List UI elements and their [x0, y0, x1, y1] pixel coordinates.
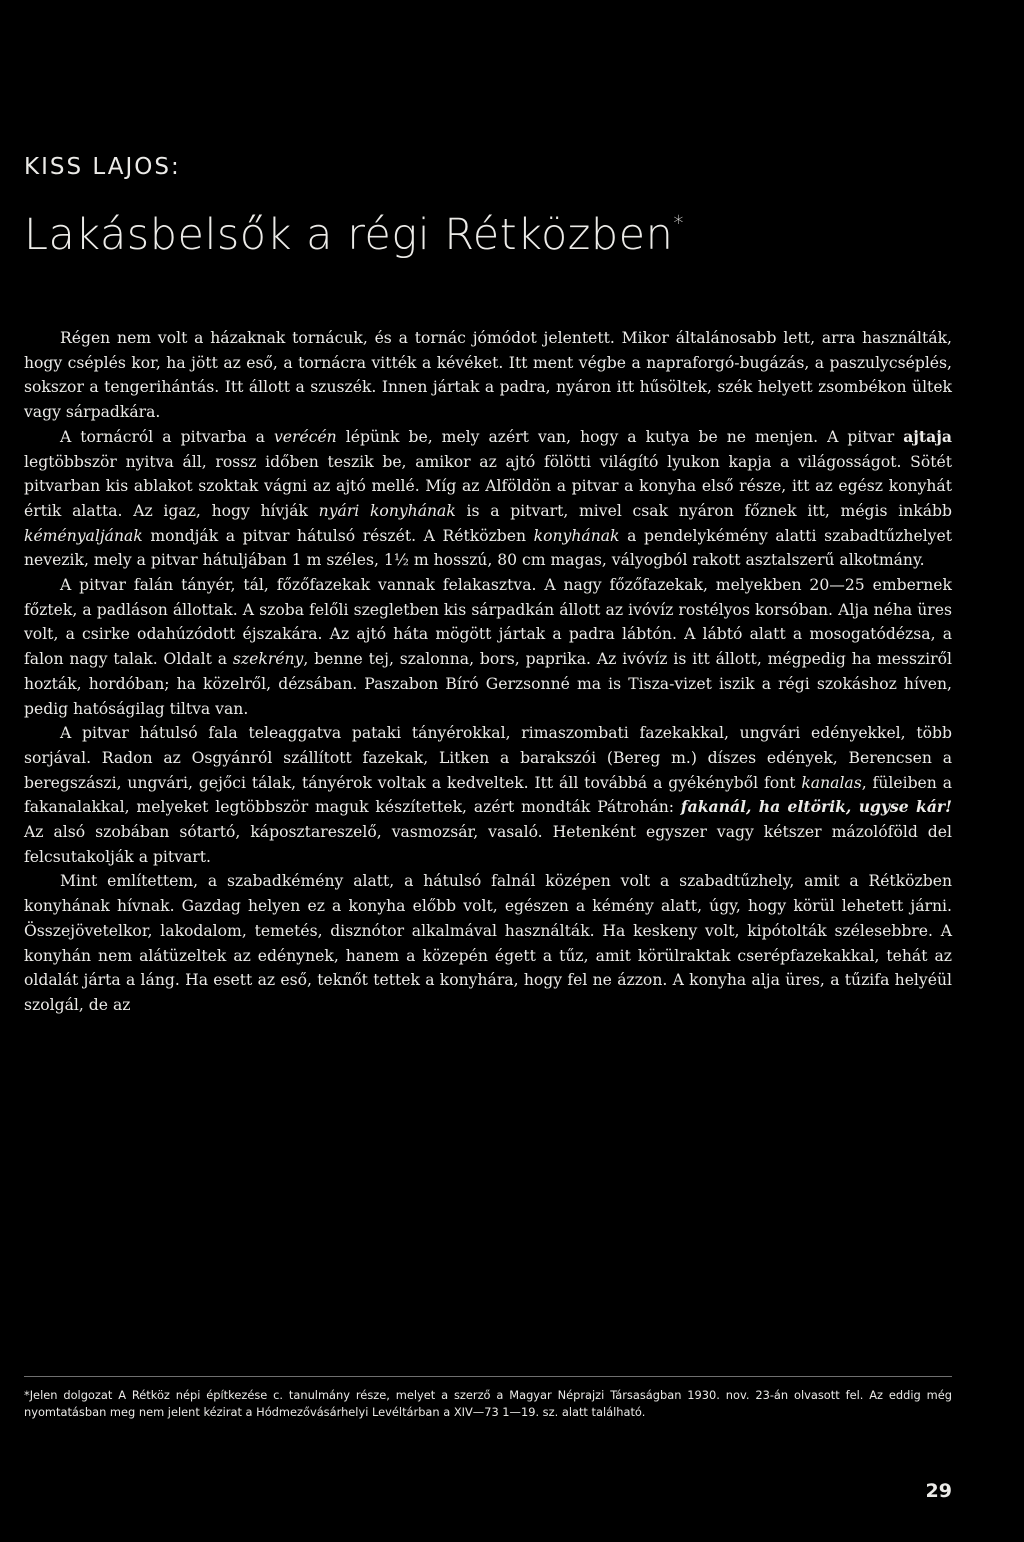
- text-run: legtöbbször nyitva áll, rossz időben teszik be, amikor az ajtó fölötti világító lyukon kapja a világosságot. Sötét pitvarban kis ablakot szoktak vágni az ajtó mellé. Míg az Alföldön a pitvar a konyha első része, itt az egész konyhát értik alatta. Az igaz, hogy hívják: [24, 452, 952, 520]
- document-page: [24, 0, 952, 1542]
- text-run: , füleiben a fakanalakkal, melyeket legtöbbször maguk készítettek, azért mondták Pátrohán:: [24, 773, 952, 817]
- text-run: Régen nem volt a házaknak tornácuk, és a tornác jómódot jelentett. Mikor általánosabb lett, arra használták, hogy cséplés kor, ha jött az eső, a tornácra vitték a kévéket. Itt ment végbe a napraforgó-bugázás, a paszulycséplés, sokszor a tengerihántás. Itt állott a szuszék. Innen jártak a padra, nyáron itt hűsöltek, szék helyett zsombékon ültek vagy sárpadkára.: [24, 329, 952, 422]
- emphasized-text: nyári konyhának: [318, 501, 456, 520]
- article-title-text: Lakásbelsők a régi Rétközben: [24, 210, 674, 260]
- footnote-mark: *: [673, 210, 684, 235]
- emphasized-text: fakanál, ha eltörik, ugyse kár!: [680, 797, 952, 817]
- emphasized-text: kéményaljának: [24, 526, 143, 545]
- paragraph: [24, 326, 952, 425]
- text-run: A pitvar falán tányér, tál, főzőfazekak vannak felakasztva. A nagy főzőfazekak, melyekben 20—25 embernek főztek, a padláson állottak. A szoba felőli szegletben kis sárpadkán állott az ivóvíz rostélyos korsóban. Alja néha üres volt, a csirke odahúzódott éjszakára. Az ajtó háta mögött jártak a padra lábtón. A lábtó alatt a mosogatódézsa, a falon nagy talak. Oldalt a: [24, 576, 952, 669]
- emphasized-text: ajtaja: [903, 426, 952, 446]
- text-run: mondják a pitvar hátulsó részét. A Rétközben: [142, 526, 534, 545]
- footnote: *Jelen dolgozat A Rétköz népi építkezése c. tanulmány része, melyet a szerző a Magyar Néprajzi Társaságban 1930. nov. 23-án olvasott fel. Az eddig még nyomtatásban meg nem jelent kézirat a Hódmezővásárhelyi Levéltárban a XIV—73 1—19. sz. alatt található.: [24, 1388, 952, 1419]
- text-run: lépünk be, mely azért van, hogy a kutya be ne menjen. A pitvar: [336, 427, 904, 446]
- paragraph: [24, 721, 952, 869]
- emphasized-text: szekrény: [232, 650, 304, 669]
- article-title: [24, 210, 684, 260]
- footnote-divider: [24, 1376, 952, 1377]
- article-body: [24, 326, 952, 1018]
- text-run: Az alsó szobában sótartó, káposztareszelő, vasmozsár, vasaló. Hetenként egyszer vagy kétszer mázolóföld del felcsutakolják a pitvart.: [24, 823, 952, 866]
- author-name: KISS LAJOS:: [24, 154, 181, 180]
- text-run: a pendelykémény alatti szabadtűzhelyet nevezik, mely a pitvar hátuljában 1 m széles, 1½ m hosszú, 80 cm magas, vályogból rakott asztalszerű alkotmány.: [24, 526, 952, 570]
- text-run: is a pitvart, mivel csak nyáron főznek itt, mégis inkább: [455, 501, 952, 520]
- text-run: A tornácról a pitvarba a: [60, 427, 274, 446]
- text-run: A pitvar hátulsó fala teleaggatva pataki tányérokkal, rimaszombati fazekakkal, ungvári edényekkel, több sorjával. Radon az Osgyánról szállított fazekak, Litken a barakszói (Bereg m.) díszes edények, Berencsen a beregszászi, ungvári, gejőci tálak, tányérok voltak a kedveltek. Itt áll továbbá a gyékényből font: [24, 724, 952, 792]
- text-run: Mint említettem, a szabadkémény alatt, a hátulsó falnál középen volt a szabadtűzhely, amit a Rétközben konyhának hívnak. Gazdag helyen ez a konyha előbb volt, egészen a kémény alatt, úgy, hogy körül lehetett járni. Összejövetelkor, lakodalom, temetés, disznótor alkalmával használták. Ha keskeny volt, kipótolták szélesebbre. A konyhán nem alátüzeltek az edénynek, hanem a közepén égett a tűz, amit körülraktak cserépfazekakkal, tehát az oldalát járta a láng. Ha esett az eső, teknőt tettek a konyhára, hogy fel ne ázzon. A konyha alja üres, a tűzifa helyéül szolgál, de az: [24, 872, 952, 1014]
- emphasized-text: kanalas: [801, 773, 862, 792]
- emphasized-text: verécén: [274, 427, 337, 446]
- paragraph: [24, 869, 952, 1017]
- text-run: , benne tej, szalonna, bors, paprika. Az ivóvíz is itt állott, mégpedig ha messziről hozták, hordóban; ha közelről, dézsában. Paszabon Bíró Gerzsonné ma is Tisza-vizet iszik a régi szokáshoz híven, pedig hatóságilag tiltva van.: [24, 650, 952, 718]
- paragraph: [24, 425, 952, 573]
- emphasized-text: konyhának: [533, 526, 620, 545]
- page-number: 29: [925, 1480, 952, 1502]
- paragraph: [24, 573, 952, 721]
